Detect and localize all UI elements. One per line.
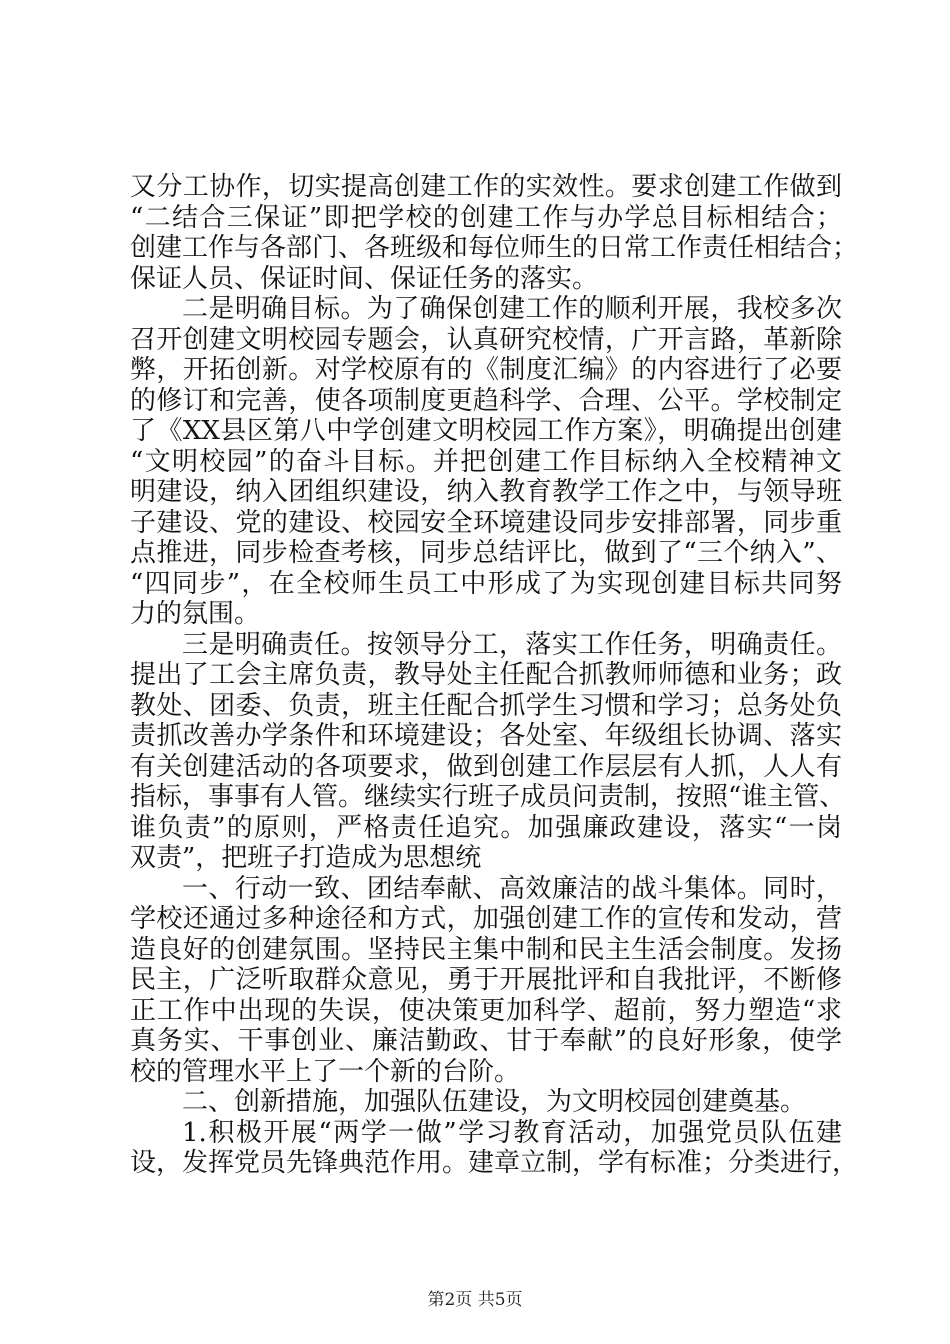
text-line: 正工作中出现的失误，使决策更加科学、超前，努力塑造“求 [130,995,842,1026]
text-line: 造良好的创建氛围。坚持民主集中制和民主生活会制度。发扬 [130,934,842,965]
text-line: 一、行动一致、团结奉献、高效廉洁的战斗集体。同时， [182,873,842,904]
text-line: 设，发挥党员先锋典范作用。建章立制，学有标准；分类进行， [130,1148,859,1178]
text-line: 了《XX县区第八中学创建文明校园工作方案》，明确提出创建 [130,416,842,446]
text-line: 弊，开拓创新。对学校原有的《制度汇编》的内容进行了必要 [130,355,842,385]
text-line: 保证人员、保证时间、保证任务的落实。 [130,263,599,294]
document-body [130,172,859,1179]
text-line: 明建设，纳入团组织建设，纳入教育教学工作之中，与领导班 [130,477,842,507]
text-line: 二是明确目标。为了确保创建工作的顺利开展，我校多次 [182,294,842,324]
text-line: 有关创建活动的各项要求，做到创建工作层层有人抓，人人有 [130,751,842,782]
text-line: 真务实、干事创业、廉洁勤政、甘于奉献”的良好形象，使学 [130,1026,842,1056]
text-line: “四同步”，在全校师生员工中形成了为实现创建目标共同努 [130,568,842,599]
text-line: 创建工作与各部门、各班级和每位师生的日常工作责任相结合； [130,233,859,263]
text-line: 三是明确责任。按领导分工，落实工作任务，明确责任。 [182,629,842,660]
text-line: 责抓改善办学条件和环境建设；各处室、年级组长协调、落实 [130,721,842,751]
text-line: 学校还通过多种途径和方式，加强创建工作的宣传和发动，营 [130,904,842,934]
text-line: 的修订和完善，使各项制度更趋科学、合理、公平。学校制定 [130,385,842,416]
text-line: 民主，广泛听取群众意见，勇于开展批评和自我批评，不断修 [130,965,842,995]
text-line: 指标，事事有人管。继续实行班子成员问责制，按照“谁主管、 [130,782,846,812]
text-line: 召开创建文明校园专题会，认真研究校情，广开言路，革新除 [130,324,842,355]
text-line: 1.积极开展“两学一做”学习教育活动，加强党员队伍建 [182,1117,842,1148]
text-line: 又分工协作，切实提高创建工作的实效性。要求创建工作做到 [130,172,842,202]
text-line: 双责”，把班子打造成为思想统 [130,843,482,873]
text-line: 谁负责”的原则，严格责任追究。加强廉政建设，落实“一岗 [130,812,842,843]
text-line: “二结合三保证”即把学校的创建工作与办学总目标相结合； [130,202,842,233]
page-number-footer: 第2页 共5页 [427,1290,523,1310]
text-line: “文明校园”的奋斗目标。并把创建工作目标纳入全校精神文 [130,446,842,477]
text-line: 校的管理水平上了一个新的台阶。 [130,1056,521,1087]
text-line: 点推进，同步检查考核，同步总结评比，做到了“三个纳入”、 [130,538,842,568]
text-line: 提出了工会主席负责，教导处主任配合抓教师师德和业务；政 [130,660,842,690]
text-line: 子建设、党的建设、校园安全环境建设同步安排部署，同步重 [130,507,842,538]
text-line: 二、创新措施，加强队伍建设，为文明校园创建奠基。 [182,1087,807,1117]
text-line: 教处、团委、负责，班主任配合抓学生习惯和学习；总务处负 [130,690,842,721]
text-line: 力的氛围。 [130,599,261,629]
